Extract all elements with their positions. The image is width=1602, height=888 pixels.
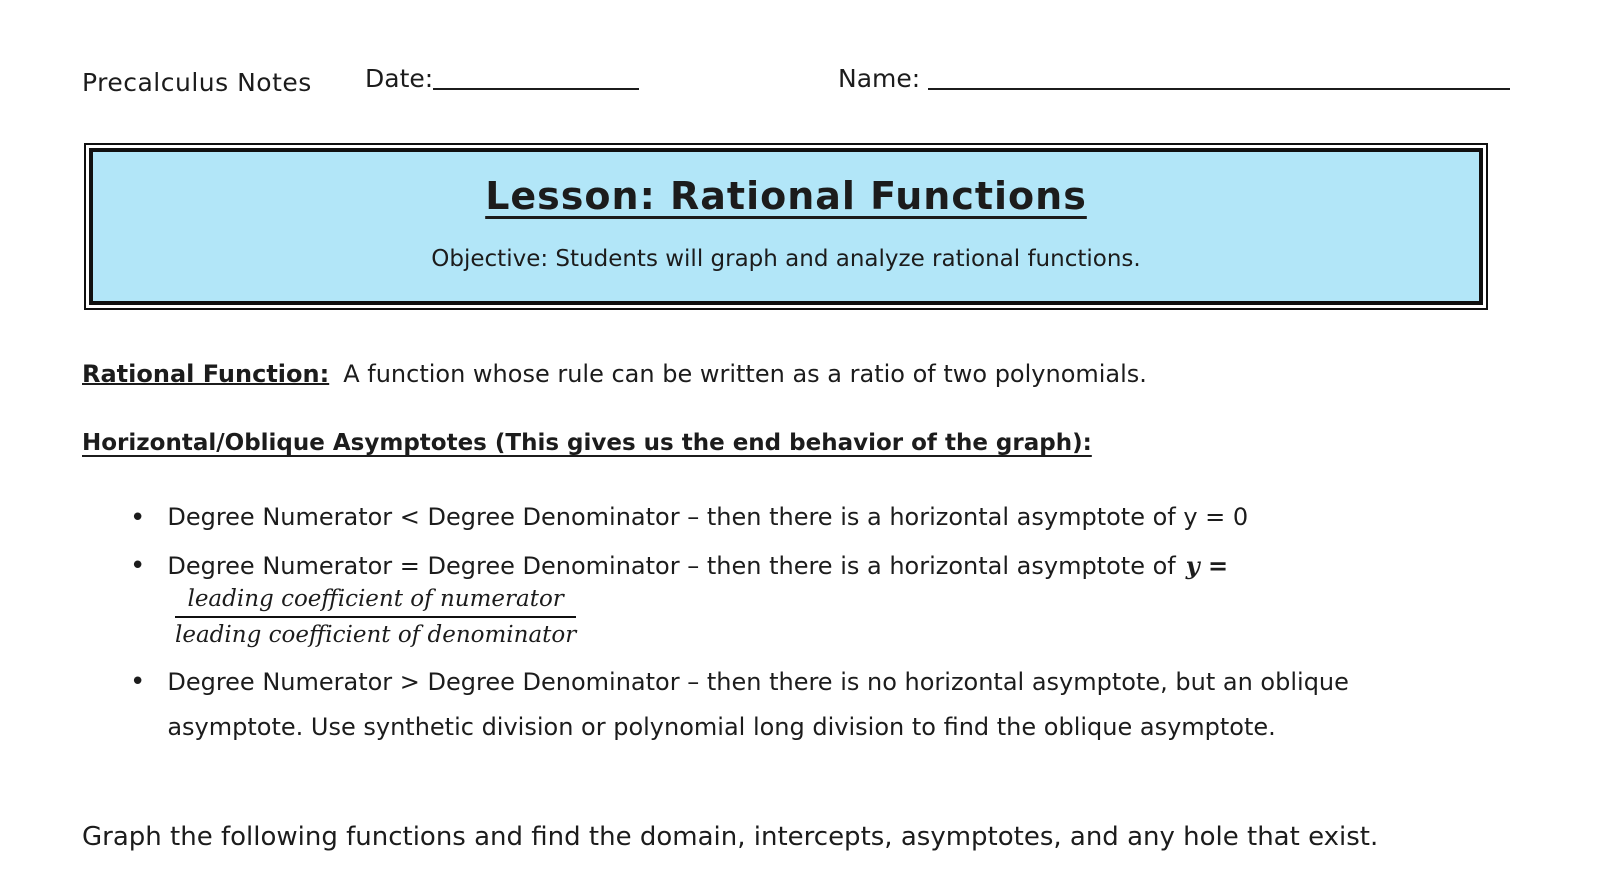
asymptote-rule-less-than: [130, 503, 1248, 533]
asymptotes-section-heading: Horizontal/Oblique Asymptotes (This gives us the end behavior of the graph):: [82, 430, 1092, 456]
fraction-denominator: leading coefficient of denominator: [175, 622, 577, 648]
name-blank-line: [928, 88, 1510, 90]
lesson-title-box-inner: [89, 148, 1483, 305]
date-label: Date:: [365, 64, 434, 93]
date-field: [365, 64, 639, 93]
lesson-objective: Objective: Students will graph and analyze rational functions.: [431, 246, 1141, 272]
bullet-text: • Degree Numerator > Degree Denominator – then there is no horizontal asymptote, but an oblique asymptote. Use synthetic division or polynomial long division to find the oblique asymptote.: [167, 668, 1349, 741]
name-label: Name:: [838, 64, 921, 93]
definition-text: A function whose rule can be written as a ratio of two polynomials.: [343, 360, 1147, 388]
course-title: Precalculus Notes: [82, 68, 312, 97]
fraction-numerator: leading coefficient of numerator: [175, 586, 576, 618]
asymptote-rule-greater-than: [130, 660, 1475, 750]
bullet-text: • Degree Numerator = Degree Denominator – then there is a horizontal asymptote of y =: [167, 551, 1229, 580]
lesson-title: Lesson: Rational Functions: [485, 174, 1087, 218]
bullet-text: • Degree Numerator < Degree Denominator – then there is a horizontal asymptote of y = 0: [167, 503, 1249, 531]
leading-coefficient-fraction: [175, 586, 576, 648]
date-blank-line: [433, 88, 639, 90]
math-y-equals: y =: [1185, 551, 1229, 580]
name-field: [838, 64, 1510, 93]
graphing-instructions: Graph the following functions and find the domain, intercepts, asymptotes, and any hole that exist.: [82, 822, 1379, 852]
definition-term: Rational Function:: [82, 360, 330, 388]
rational-function-definition: [82, 360, 1147, 388]
lesson-title-box: [84, 143, 1488, 310]
asymptote-rule-equal: [130, 551, 1228, 581]
